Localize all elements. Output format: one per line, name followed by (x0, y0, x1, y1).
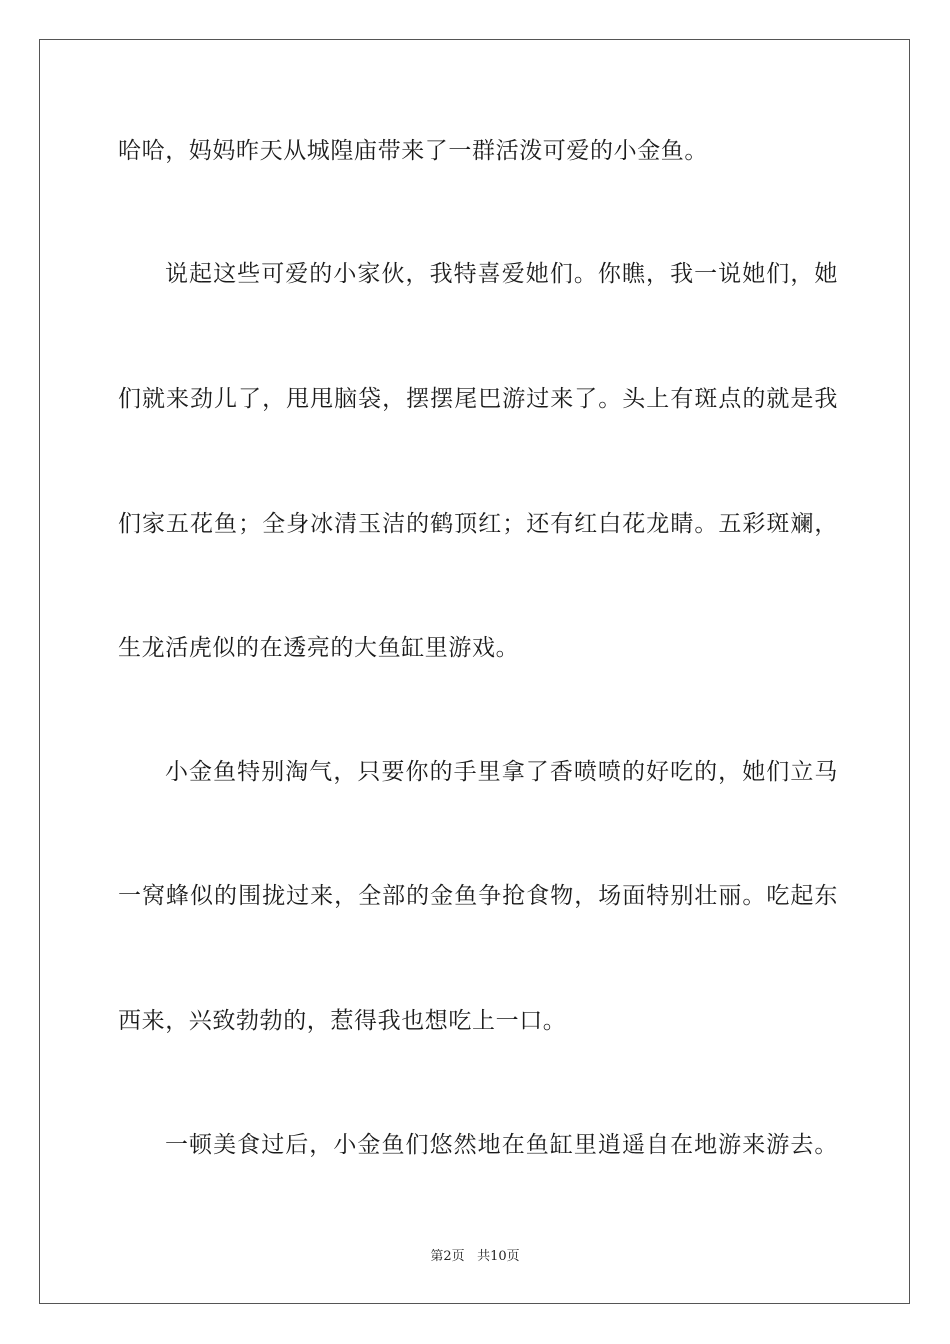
paragraph-line: 说起这些可爱的小家伙，我特喜爱她们。你瞧，我一说她们，她 (165, 261, 838, 287)
paragraph-line: 一顿美食过后，小金鱼们悠然地在鱼缸里逍遥自在地游来游去。 (165, 1132, 838, 1158)
page-number: 第2页 (430, 1249, 465, 1264)
paragraph-line: 生龙活虎似的在透亮的大鱼缸里游戏。 (118, 635, 520, 661)
paragraph-line: 小金鱼特别淘气，只要你的手里拿了香喷喷的好吃的，她们立马 (165, 759, 838, 785)
paragraph-line: 们家五花鱼；全身冰清玉洁的鹤顶红；还有红白花龙睛。五彩斑斓， (118, 511, 838, 537)
paragraph-line: 西来，兴致勃勃的，惹得我也想吃上一口。 (118, 1008, 567, 1034)
page-total: 共10页 (477, 1249, 520, 1264)
paragraph-line: 哈哈，妈妈昨天从城隍庙带来了一群活泼可爱的小金鱼。 (118, 138, 708, 164)
paragraph-line: 一窝蜂似的围拢过来，全部的金鱼争抢食物，场面特别壮丽。吃起东 (118, 883, 838, 909)
page-footer (0, 1248, 950, 1266)
paragraph-line: 们就来劲儿了，甩甩脑袋，摆摆尾巴游过来了。头上有斑点的就是我 (118, 386, 838, 412)
page-border (39, 39, 910, 1304)
